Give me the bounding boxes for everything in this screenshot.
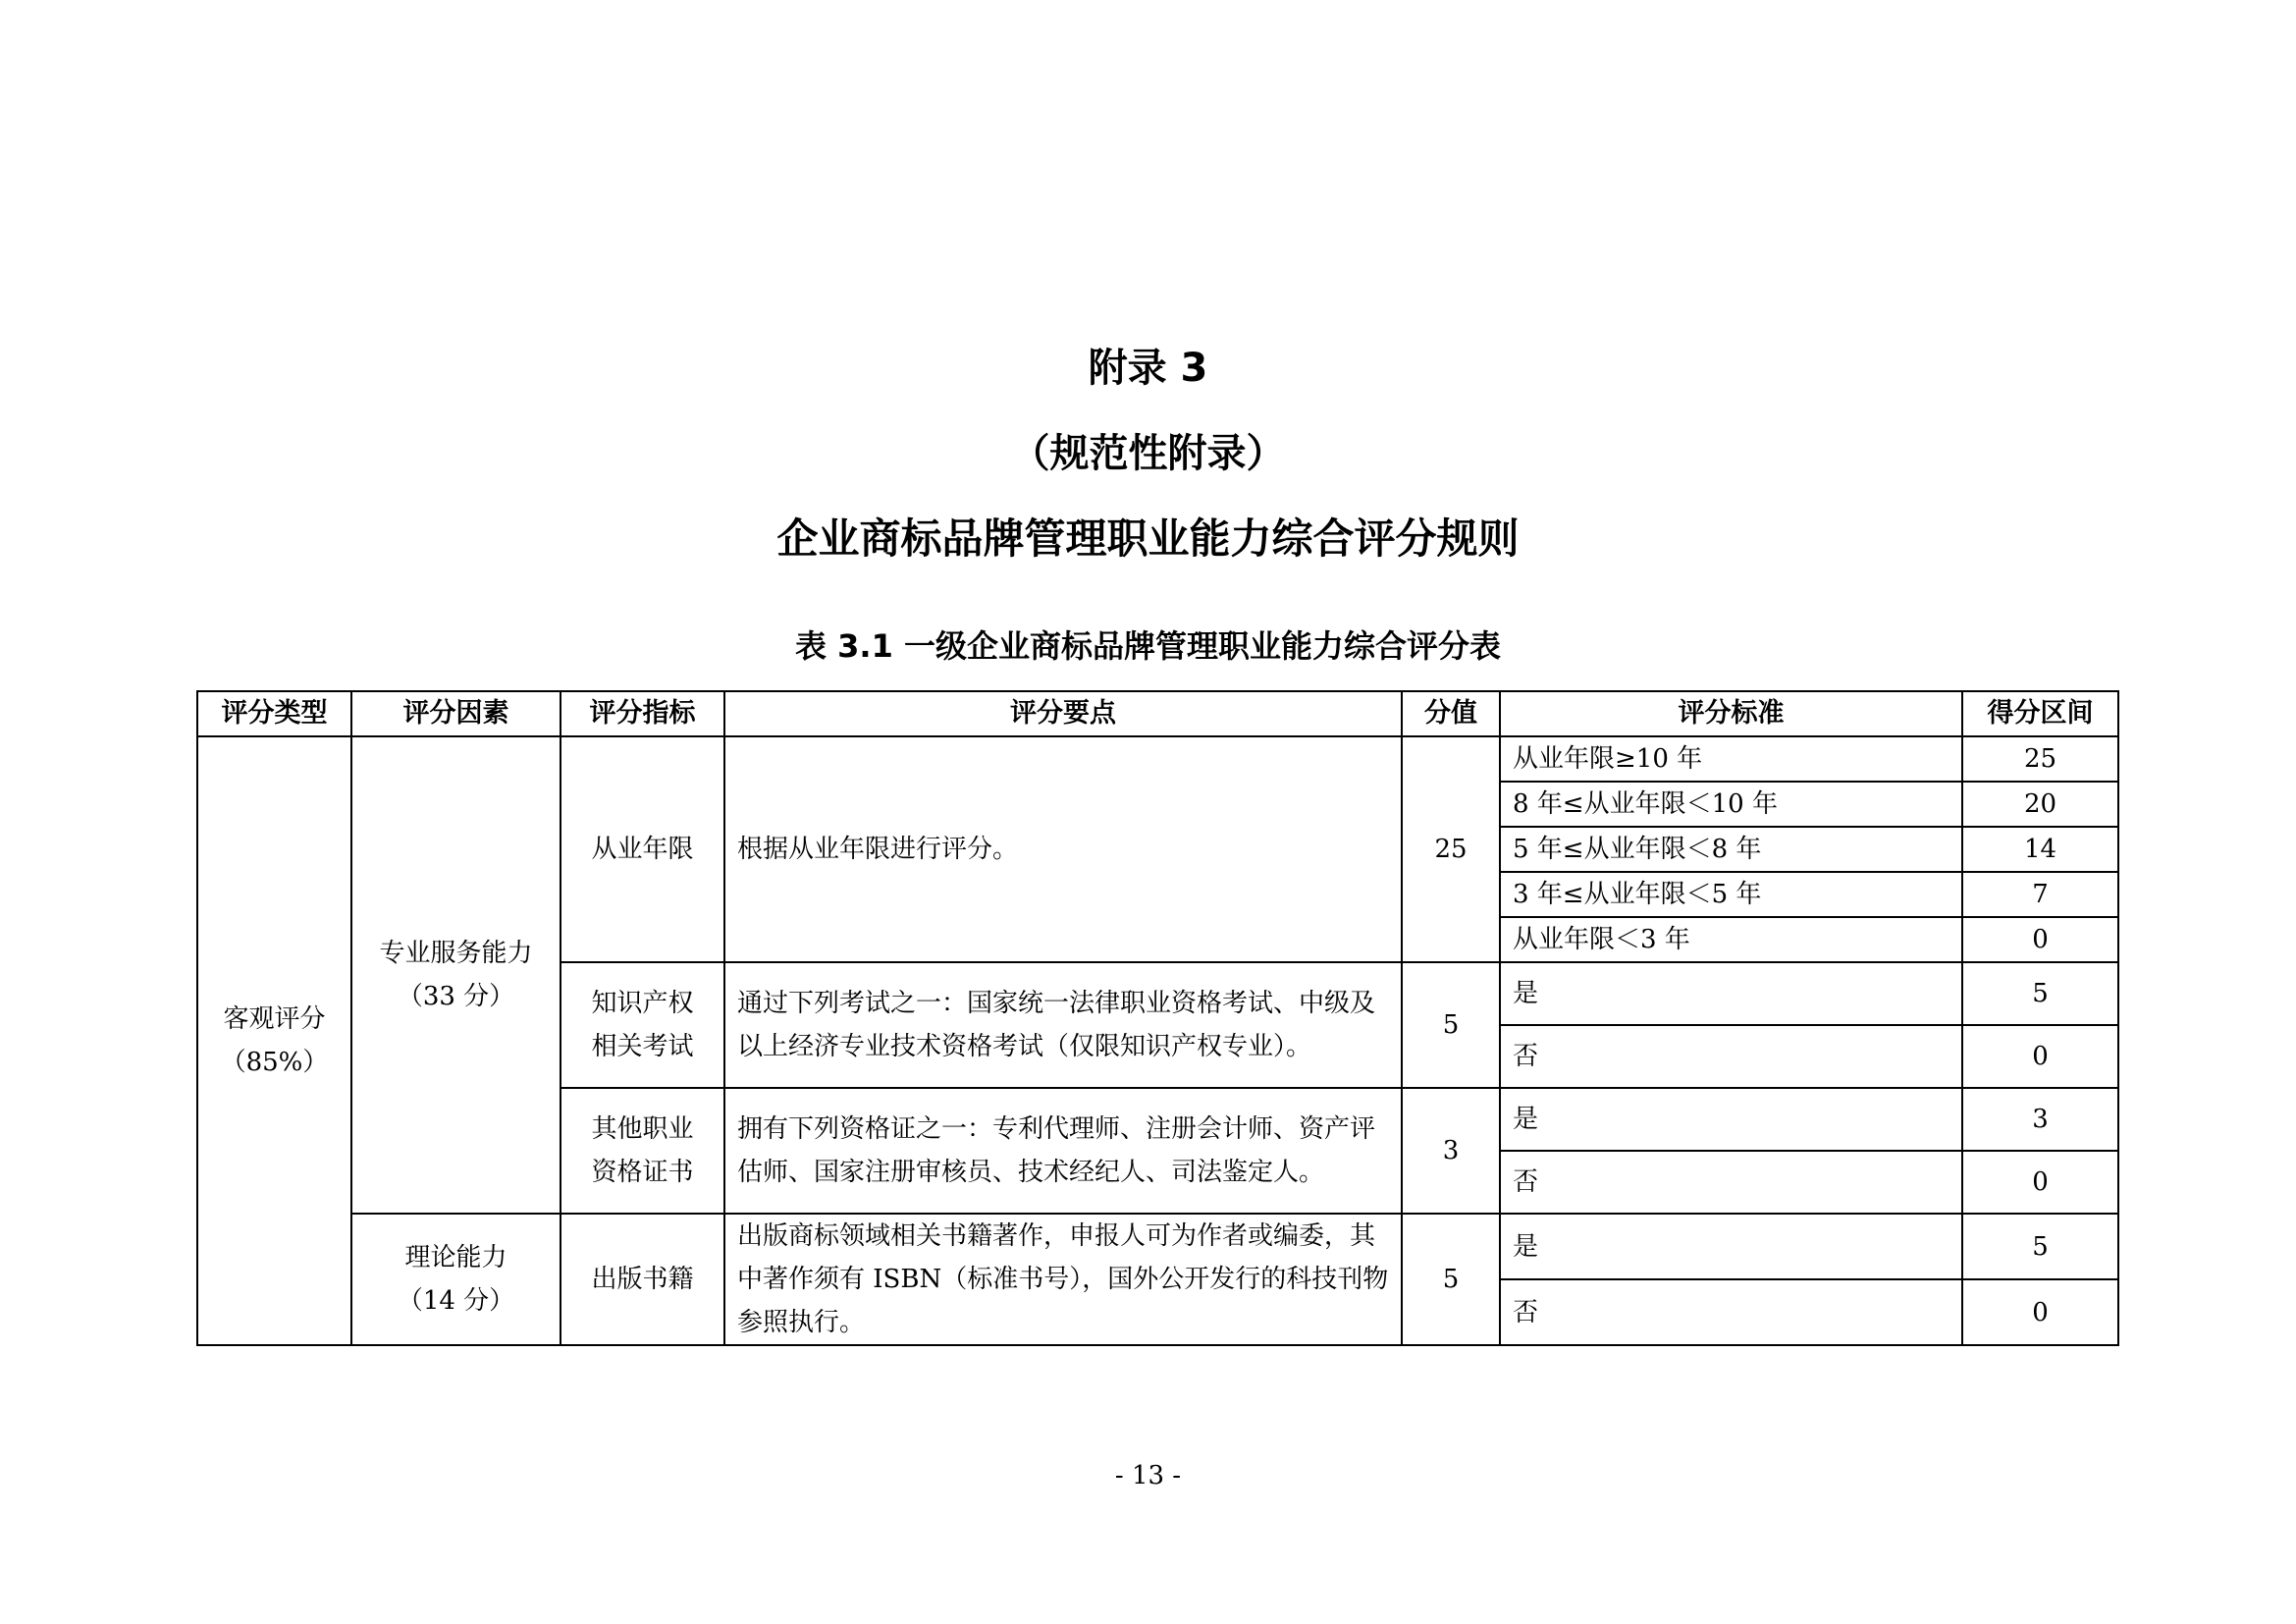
indicator-name-line: 资格证书	[591, 1158, 694, 1187]
score-type-cell	[197, 736, 351, 1345]
table-header-row	[197, 691, 2118, 736]
score-range-cell: 0	[1962, 1025, 2118, 1088]
criterion-cell: 否	[1500, 1151, 1962, 1214]
indicator-cell	[561, 1088, 724, 1214]
score-range-cell: 0	[1962, 1279, 2118, 1345]
table-row	[197, 736, 2118, 782]
criterion-cell: 是	[1500, 962, 1962, 1025]
indicator-cell: 从业年限	[561, 736, 724, 962]
score-range-cell: 5	[1962, 962, 2118, 1025]
normative-appendix-label: （规范性附录）	[1010, 431, 1286, 476]
header-cell: 评分标准	[1500, 691, 1962, 736]
scoring-point-cell: 通过下列考试之一：国家统一法律职业资格考试、中级及以上经济专业技术资格考试（仅限知识产权专业）。	[724, 962, 1402, 1088]
factor-cell	[351, 1214, 561, 1345]
header-cell: 评分因素	[351, 691, 561, 736]
scoring-point-cell: 根据从业年限进行评分。	[724, 736, 1402, 962]
criterion-cell: 否	[1500, 1025, 1962, 1088]
criterion-cell: 是	[1500, 1214, 1962, 1279]
criterion-cell: 从业年限≥10 年	[1500, 736, 1962, 782]
header-cell: 得分区间	[1962, 691, 2118, 736]
document-title: 企业商标品牌管理职业能力综合评分规则	[776, 514, 1520, 563]
table-row	[197, 1214, 2118, 1279]
score-type-name: 客观评分	[223, 1004, 326, 1034]
score-range-cell: 3	[1962, 1088, 2118, 1151]
score-range-cell: 20	[1962, 782, 2118, 827]
score-type-weight: （85%）	[220, 1048, 329, 1077]
score-range-cell: 5	[1962, 1214, 2118, 1279]
header-cell: 分值	[1402, 691, 1500, 736]
indicator-name-line: 相关考试	[591, 1032, 694, 1061]
header-cell: 评分要点	[724, 691, 1402, 736]
factor-name: 专业服务能力	[379, 939, 533, 968]
score-range-cell: 0	[1962, 917, 2118, 962]
value-cell: 5	[1402, 962, 1500, 1088]
factor-cell	[351, 736, 561, 1214]
score-range-cell: 0	[1962, 1151, 2118, 1214]
appendix-heading: 附录 3	[1088, 346, 1208, 391]
score-range-cell: 14	[1962, 827, 2118, 872]
indicator-name-line: 其他职业	[591, 1114, 694, 1144]
indicator-cell: 出版书籍	[561, 1214, 724, 1345]
factor-points: （33 分）	[397, 982, 515, 1011]
indicator-cell	[561, 962, 724, 1088]
criterion-cell: 3 年≤从业年限＜5 年	[1500, 872, 1962, 917]
score-range-cell: 25	[1962, 736, 2118, 782]
criterion-cell: 是	[1500, 1088, 1962, 1151]
scoring-table	[196, 690, 2119, 1346]
criterion-cell: 否	[1500, 1279, 1962, 1345]
criterion-cell: 5 年≤从业年限＜8 年	[1500, 827, 1962, 872]
page-number: - 13 -	[1114, 1461, 1182, 1490]
factor-name: 理论能力	[404, 1243, 507, 1272]
table-caption: 表 3.1 一级企业商标品牌管理职业能力综合评分表	[795, 627, 1501, 665]
value-cell: 25	[1402, 736, 1500, 962]
scoring-point-cell: 拥有下列资格证之一：专利代理师、注册会计师、资产评估师、国家注册审核员、技术经纪人、司法鉴定人。	[724, 1088, 1402, 1214]
criterion-cell: 8 年≤从业年限＜10 年	[1500, 782, 1962, 827]
value-cell: 5	[1402, 1214, 1500, 1345]
score-range-cell: 7	[1962, 872, 2118, 917]
factor-points: （14 分）	[397, 1286, 515, 1316]
header-cell: 评分指标	[561, 691, 724, 736]
header-cell: 评分类型	[197, 691, 351, 736]
scoring-point-cell: 出版商标领域相关书籍著作，申报人可为作者或编委，其中著作须有 ISBN（标准书号），国外公开发行的科技刊物参照执行。	[724, 1214, 1402, 1345]
value-cell: 3	[1402, 1088, 1500, 1214]
indicator-name-line: 知识产权	[591, 989, 694, 1018]
criterion-cell: 从业年限＜3 年	[1500, 917, 1962, 962]
